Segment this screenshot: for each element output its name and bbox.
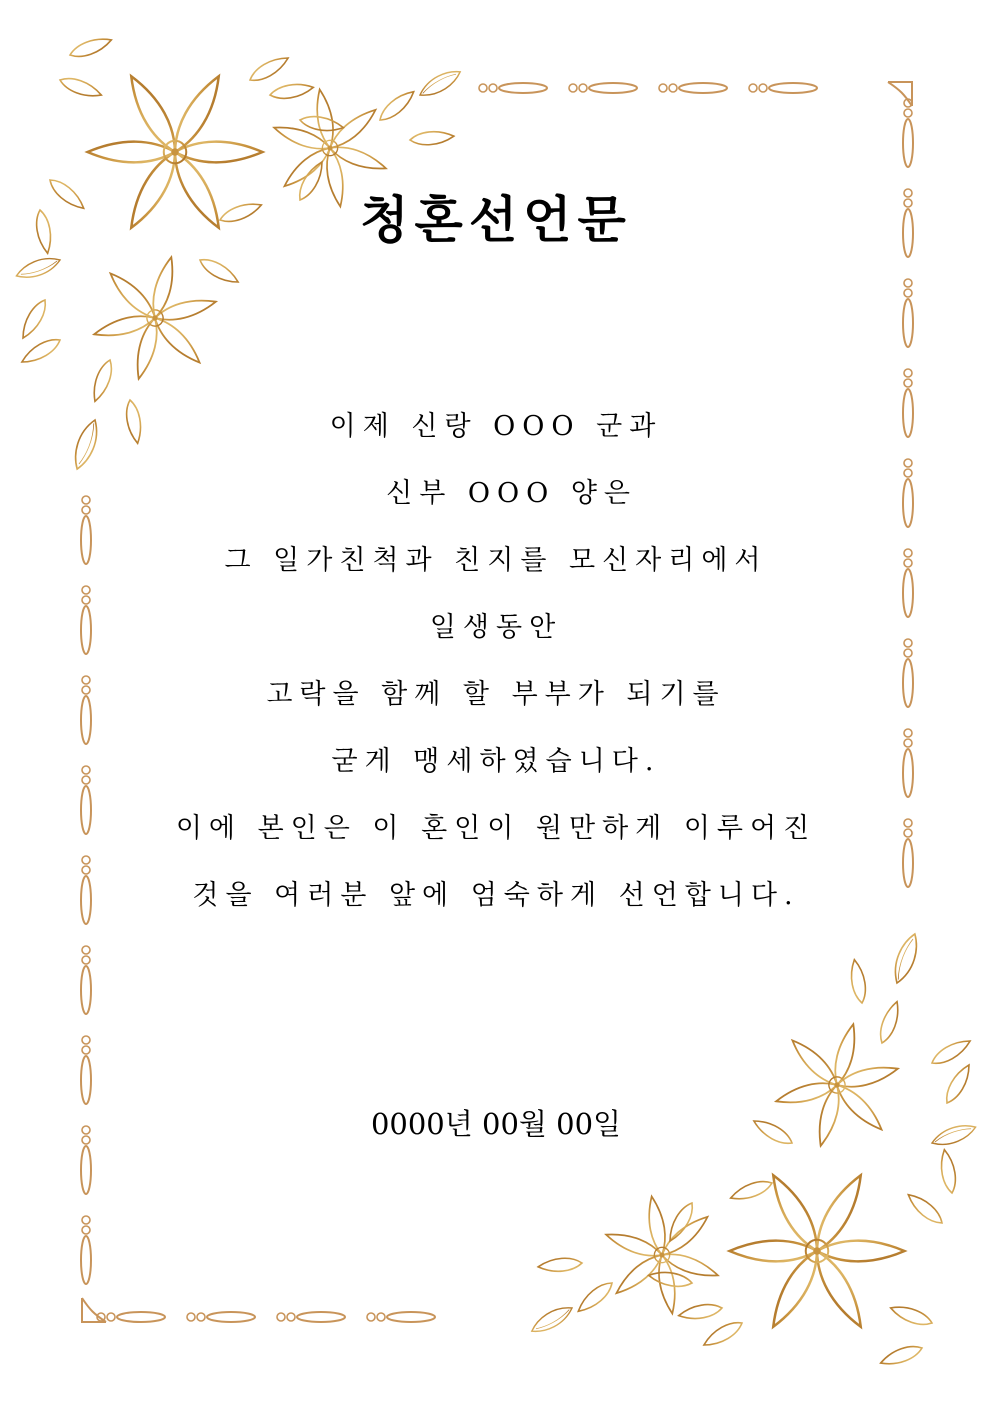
- frame-ornament: [297, 1312, 345, 1322]
- frame-ornament: [903, 299, 913, 347]
- text-line: 것을 여러분 앞에 엄숙하게 선언합니다.: [192, 880, 800, 911]
- frame-ornament: [769, 83, 817, 93]
- frame-ornament: [187, 1313, 195, 1321]
- frame-ornament: [82, 1216, 90, 1224]
- frame-ornament: [759, 84, 767, 92]
- text-line: 이제 신랑 OOO 군과: [329, 411, 663, 442]
- frame-ornament: [197, 1313, 205, 1321]
- frame-ornament: [904, 109, 912, 117]
- frame-ornament: [499, 83, 547, 93]
- frame-ornament: [904, 279, 912, 287]
- frame-ornament: [904, 369, 912, 377]
- frame-corner: [82, 1298, 106, 1322]
- date-line: 0000년 00월 00일: [370, 1107, 622, 1141]
- declaration-text: [0, 402, 992, 938]
- frame-ornament: [277, 1313, 285, 1321]
- frame-ornament: [749, 84, 757, 92]
- frame-ornament: [82, 956, 90, 964]
- frame-ornament: [117, 1312, 165, 1322]
- frame-ornament: [107, 1313, 115, 1321]
- text-line: 이에 본인은 이 혼인이 원만하게 이루어진: [175, 813, 817, 844]
- frame-ornament: [367, 1313, 375, 1321]
- frame-ornament: [81, 966, 91, 1014]
- frame-corner: [888, 82, 912, 106]
- frame-ornament: [579, 84, 587, 92]
- frame-ornament: [81, 1236, 91, 1284]
- frame-ornament: [82, 1036, 90, 1044]
- frame-ornament: [81, 1146, 91, 1194]
- text-line: 굳게 맹세하였습니다.: [331, 746, 661, 777]
- text-line: 일생동안: [429, 612, 563, 643]
- frame-ornament: [82, 1046, 90, 1054]
- frame-ornament: [377, 1313, 385, 1321]
- text-line: 그 일가친척과 친지를 모신자리에서: [224, 545, 768, 576]
- frame-ornament: [479, 84, 487, 92]
- frame-ornament: [904, 289, 912, 297]
- page-title: 청혼선언문: [360, 190, 632, 249]
- frame-ornament: [669, 84, 677, 92]
- frame-ornament: [903, 119, 913, 167]
- frame-ornament: [589, 83, 637, 93]
- frame-ornament: [489, 84, 497, 92]
- floral-corner-icon: [528, 931, 978, 1369]
- frame-ornament: [679, 83, 727, 93]
- frame-ornament: [659, 84, 667, 92]
- frame-ornament: [287, 1313, 295, 1321]
- frame-ornament: [387, 1312, 435, 1322]
- text-line: 신부 OOO 양은: [354, 478, 638, 509]
- frame-ornament: [904, 379, 912, 387]
- frame-ornament: [82, 946, 90, 954]
- text-line: 고락을 함께 할 부부가 되기를: [266, 679, 726, 710]
- frame-ornament: [569, 84, 577, 92]
- frame-ornament: [82, 1226, 90, 1234]
- frame-ornament: [81, 1056, 91, 1104]
- frame-ornament: [207, 1312, 255, 1322]
